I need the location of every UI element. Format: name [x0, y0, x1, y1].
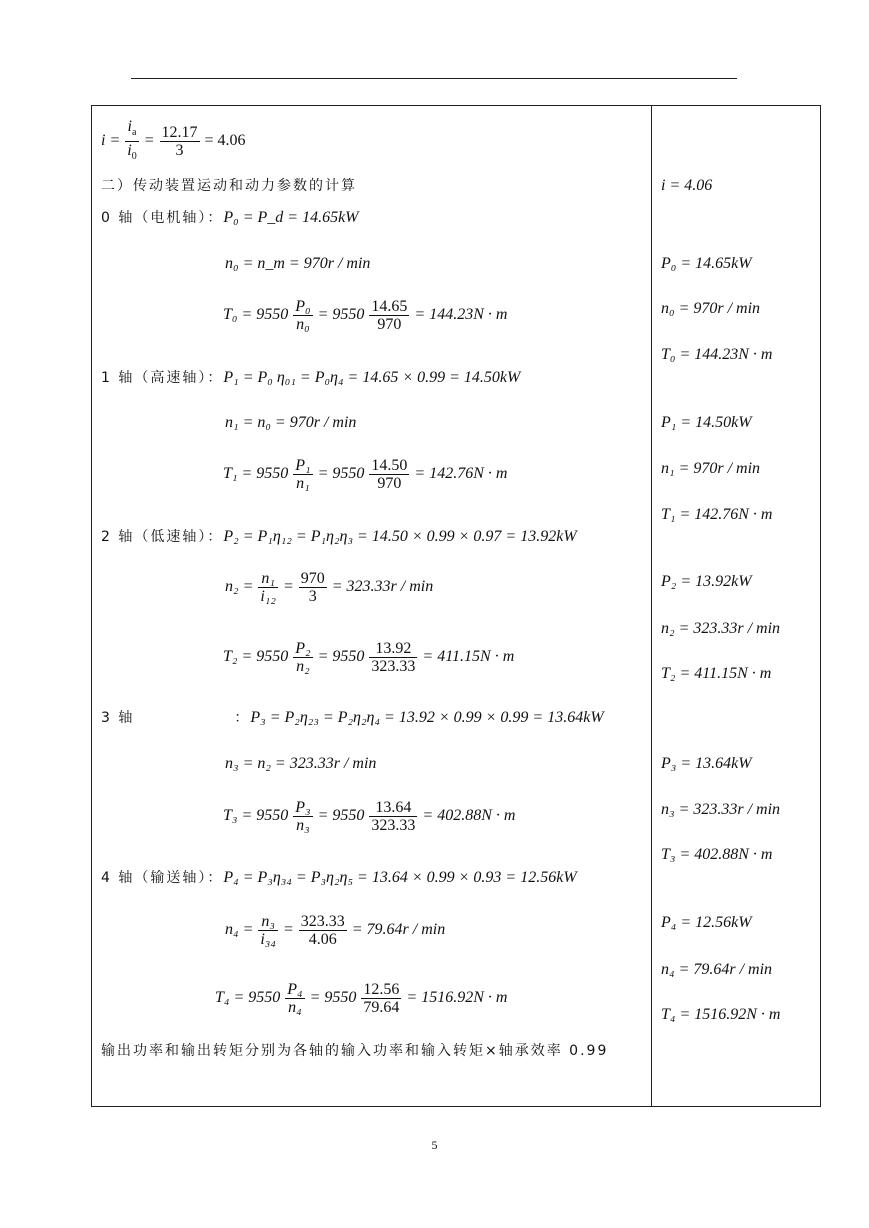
- axis-4-power: 4 轴（输送轴）：P₄ = P₃η₃₄ = P₃η₂η₅ = 13.64 × 0.99 × 0.93 = 12.56kW: [101, 869, 577, 886]
- result-p0: P₀ = 14.65kW: [661, 255, 752, 272]
- result-t2: T₂ = 411.15N · m: [661, 665, 772, 682]
- axis-4-torque: T₄ = 9550 $\frac{\text{P₄}}{\text{n₄}}$ = 9550 $\frac{12.56}{79.64}$ = 1516.92N · m: [215, 981, 508, 1016]
- result-n4: n₄ = 79.64r / min: [661, 961, 773, 978]
- axis-3-power: 3 轴 ：P₃ = P₂η₂₃ = P₂η₂η₄ = 13.92 × 0.99 × 0.99 = 13.64kW: [101, 709, 604, 726]
- axis-3-speed: n₃ = n₂ = 323.33r / min: [225, 755, 377, 772]
- axis-1-power: 1 轴（高速轴）：P₁ = P₀ η₀₁ = P₀η₄ = 14.65 × 0.99 = 14.50kW: [101, 369, 521, 386]
- axis-2-torque: T₂ = 9550 $\frac{\text{P₂}}{\text{n₂}}$ = 9550 $\frac{13.92}{323.33}$ = 411.15N · m: [223, 640, 515, 675]
- result-t3: T₃ = 402.88N · m: [661, 846, 773, 863]
- axis-0-speed: n₀ = n_m = 970r / min: [225, 255, 371, 272]
- axis-2-speed: n₂ = $\frac{\text{n₁}}{\text{i₁₂}}$ = $\frac{970}{3}$ = 323.33r / min: [225, 570, 434, 605]
- axis-1-torque: T₁ = 9550 $\frac{\text{P₁}}{\text{n₁}}$ = 9550 $\frac{14.50}{970}$ = 142.76N · m: [223, 457, 508, 492]
- result-p3: P₃ = 13.64kW: [661, 755, 752, 772]
- result-n3: n₃ = 323.33r / min: [661, 801, 781, 818]
- axis-3-torque: T₃ = 9550 $\frac{\text{P₃}}{\text{n₃}}$ = 9550 $\frac{13.64}{323.33}$ = 402.88N · m: [223, 799, 516, 834]
- axis-0-power: 0 轴（电机轴）：P₀ = P_d = 14.65kW: [101, 209, 359, 226]
- result-p2: P₂ = 13.92kW: [661, 573, 752, 590]
- header-rule: [131, 78, 737, 79]
- ratio-fraction-numeric: $\frac{12.17}{3}$: [161, 124, 198, 159]
- section-heading: 二）传动装置运动和动力参数的计算: [101, 178, 357, 194]
- axis-2-power: 2 轴（低速轴）：P₂ = P₁η₁₂ = P₁η₂η₃ = 14.50 × 0.99 × 0.97 = 13.92kW: [101, 528, 577, 545]
- efficiency-note: 输出功率和输出转矩分别为各轴的输入功率和输入转矩×轴承效率 0.99: [101, 1043, 609, 1059]
- result-n0: n₀ = 970r / min: [661, 300, 761, 317]
- result-n2: n₂ = 323.33r / min: [661, 620, 781, 637]
- axis-1-speed: n₁ = n₀ = 970r / min: [225, 414, 357, 431]
- ratio-formula: i = $\frac{i_a}{i_0}$ = $\frac{12.17}{3}$ = 4.06: [101, 118, 246, 165]
- result-p1: P₁ = 14.50kW: [661, 414, 752, 431]
- axis-0-torque: T₀ = 9550 $\frac{\text{P₀}}{\text{n₀}}$ = 9550 $\frac{14.65}{970}$ = 144.23N · m: [223, 298, 508, 333]
- result-n1: n₁ = 970r / min: [661, 460, 761, 477]
- result-p4: P₄ = 12.56kW: [661, 914, 752, 931]
- ratio-fraction-symbolic: $\frac{i_a}{i_0}$: [127, 118, 137, 162]
- result-t1: T₁ = 142.76N · m: [661, 506, 773, 523]
- column-divider: [651, 105, 652, 1107]
- axis-4-speed: n₄ = $\frac{\text{n₃}}{\text{i₃₄}}$ = $\frac{323.33}{4.06}$ = 79.64r / min: [225, 913, 446, 948]
- result-t4: T₄ = 1516.92N · m: [661, 1006, 781, 1023]
- page-number: 5: [431, 1138, 438, 1152]
- result-t0: T₀ = 144.23N · m: [661, 346, 773, 363]
- result-ratio: i = 4.06: [661, 177, 713, 194]
